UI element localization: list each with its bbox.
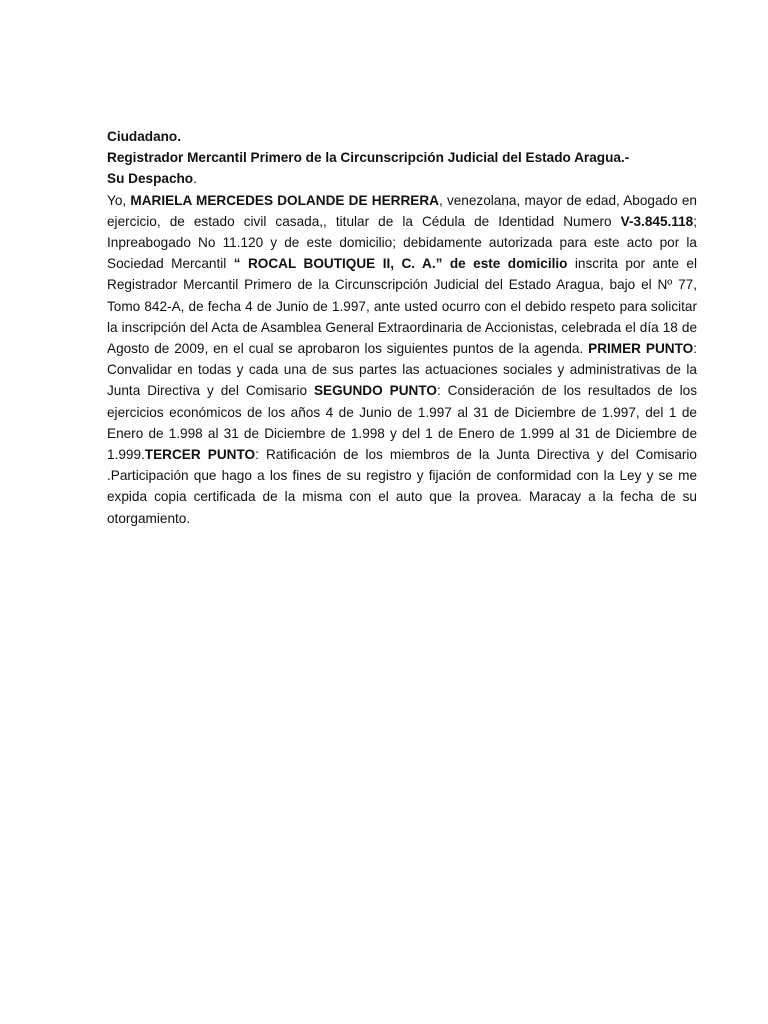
body-text-segment: , venezolana, mayor de edad, Abogado en ejercicio, de estado civil casada,, titular de la Cédula de Identidad Numero [107, 192, 697, 229]
applicant-name: MARIELA MERCEDES DOLANDE DE HERRERA [130, 192, 439, 208]
body-text-segment: : Ratificación de los miembros de la Junta Directiva y del Comisario .Participación que hago a los fines de su registro y fijación de conformidad con la Ley y se me expida copia certificada de la misma con el auto que la provea. Maracay a la fecha de su otorgamiento. [107, 447, 697, 526]
despacho-period: . [193, 171, 197, 187]
body-text-segment: Yo, [107, 192, 131, 208]
first-point-heading: PRIMER PUNTO [588, 341, 694, 357]
letter-content [107, 126, 697, 529]
cedula-number: V-3.845.118 [620, 213, 694, 229]
body-text-segment: ; Inpreabogado No 11.120 y de este domicilio; debidamente autorizada para este acto por la Sociedad Mercantil [107, 213, 697, 272]
despacho-line [107, 168, 697, 189]
company-name: “ ROCAL BOUTIQUE II, C. A.” de este domicilio [233, 256, 568, 272]
body-text-segment: : Consideración de los resultados de los ejercicios económicos de los años 4 de Junio de 1.997 al 31 de Diciembre de 1.997, del 1 de Enero de 1.998 al 31 de Diciembre de 1.998 y del 1 de Enero de 1.999 al 31 de Diciembre de 1.999. [107, 383, 697, 463]
third-point-heading: TERCER PUNTO [144, 447, 256, 463]
despacho-text: Su Despacho [107, 171, 194, 187]
letter-body [107, 190, 697, 529]
body-text-segment: inscrita por ante el Registrador Mercantil Primero de la Circunscripción Judicial del Estado Aragua, bajo el Nº 77, Tomo 842-A, de fecha 4 de Junio de 1.997, ante usted ocurro con el debido respeto para solicitar la inscripción del Acta de Asamblea General Extraordinaria de Accionistas, celebrada el día 18 de Agosto de 2009, en el cual se aprobaron los siguientes puntos de la agenda. [107, 256, 697, 357]
body-text-segment: : Convalidar en todas y cada una de sus partes las actuaciones sociales y administrativas de la Junta Directiva y del Comisario [107, 341, 697, 399]
salutation: Ciudadano. [107, 129, 182, 144]
addressee: Registrador Mercantil Primero de la Circunscripción Judicial del Estado Aragua.- [107, 150, 630, 166]
second-point-heading: SEGUNDO PUNTO [313, 383, 437, 399]
